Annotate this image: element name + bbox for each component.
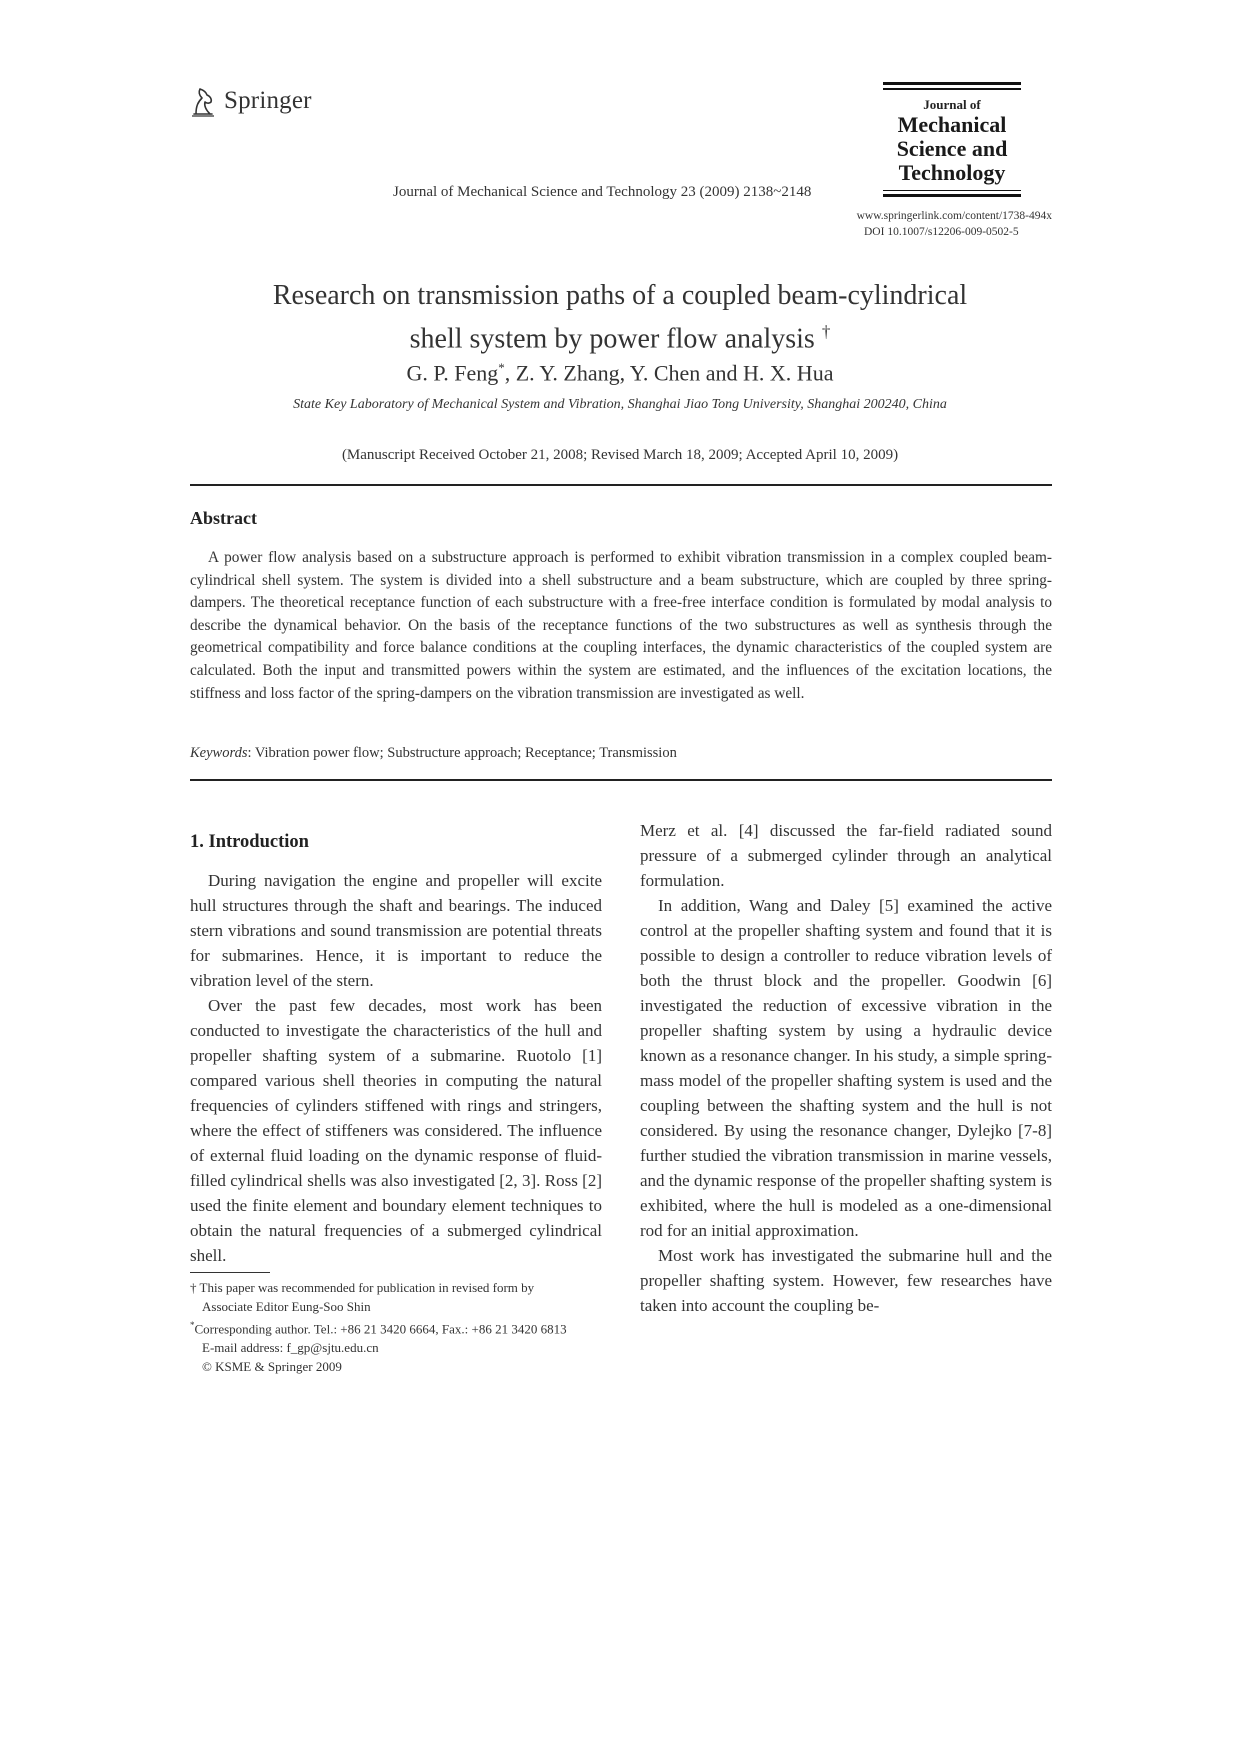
email-address: E-mail address: f_gp@sjtu.edu.cn	[202, 1340, 379, 1356]
asterisk-mark: *	[190, 1320, 195, 1330]
springer-logo	[188, 82, 312, 120]
masthead-line-1: Mechanical	[897, 111, 1007, 137]
rule-below-abstract	[190, 779, 1052, 781]
masthead-rule-top	[883, 82, 1021, 85]
keywords	[190, 745, 677, 762]
abstract-body: A power flow analysis based on a substructure approach is performed to exhibit vibration transmission in a complex coupled beam-cylindrical shell system. The system is divided into a shell substructure and a beam substructure, which are coupled by three spring-dampers. The theoretical receptance function of each substructure with a free-free interface condition is formulated by modal analysis to describe the dynamical behavior. On the basis of the receptance functions of the two substructures as well as synthesis through the geometrical compatibility and force balance conditions at the coupling interfaces, the dynamic characteristics of the coupled system are calculated. Both the input and transmitted powers within the system are estimated, and the influences of the excitation locations, the stiffness and loss factor of the spring-dampers on the vibration transmission are investigated as well.	[190, 549, 1052, 702]
footnote-corresponding	[190, 1316, 602, 1338]
abstract-heading: Abstract	[190, 508, 257, 528]
recommendation-line-1: This paper was recommended for publication in revised form by	[199, 1280, 535, 1295]
journal-masthead	[883, 82, 1021, 200]
masthead-journal-of: Journal of	[923, 96, 981, 112]
masthead-line-2: Science and	[896, 135, 1008, 161]
section-heading-introduction: 1. Introduction	[190, 832, 309, 852]
title-dagger: †	[821, 322, 831, 341]
masthead-line-3: Technology	[898, 159, 1006, 185]
springerlink-url: www.springerlink.com/content/1738-494x	[856, 210, 1052, 222]
masthead-rule-bottom	[883, 194, 1021, 197]
authors	[188, 360, 1052, 386]
keywords-list: : Vibration power flow; Substructure approach; Receptance; Transmission	[247, 745, 677, 761]
author-first: G. P. Feng	[406, 360, 499, 386]
footnotes	[190, 1278, 602, 1376]
rule-above-abstract	[190, 484, 1052, 486]
title-line-2: shell system by power flow analysis	[409, 323, 815, 355]
authors-rest: , Z. Y. Zhang, Y. Chen and H. X. Hua	[504, 360, 834, 386]
dagger-mark: †	[190, 1280, 197, 1295]
paragraph-continuation: Merz et al. [4] discussed the far-field radiated sound pressure of a submerged cylinder through an analytical formulation.	[640, 821, 1052, 890]
affiliation: State Key Laboratory of Mechanical System and Vibration, Shanghai Jiao Tong University, Shanghai 200240, China	[293, 397, 947, 412]
springer-horse-icon	[188, 84, 218, 118]
copyright: © KSME & Springer 2009	[202, 1359, 342, 1375]
masthead-rule-top-thin	[883, 88, 1021, 90]
paragraph: In addition, Wang and Daley [5] examined the active control at the propeller shafting system and found that it is possible to design a controller to reduce vibration levels of both the thrust block and the propeller. Goodwin [6] investigated the reduction of excessive vibration in the propeller shafting system by using a hydraulic device known as a resonance changer. In his study, a simple spring-mass model of the propeller shafting system is used and the coupling between the shafting system and the hull is not considered. By using the resonance changer, Dylejko [7-8] further studied the vibration transmission in marine vessels, and the dynamic response of the propeller shafting system is exhibited, where the hull is modeled as a one-dimensional rod for an initial approximation.	[640, 896, 1052, 1240]
journal-citation: Journal of Mechanical Science and Technology 23 (2009) 2138~2148	[393, 184, 812, 200]
doi: DOI 10.1007/s12206-009-0502-5	[864, 226, 1019, 238]
column-left	[190, 868, 602, 1268]
masthead-rule-bottom-thin	[883, 190, 1021, 192]
keywords-label: Keywords	[190, 745, 248, 761]
manuscript-dates: (Manuscript Received October 21, 2008; Revised March 18, 2009; Accepted April 10, 2009)	[341, 447, 899, 463]
title-line-1: Research on transmission paths of a coupled beam-cylindrical	[272, 280, 968, 311]
footnote-recommendation	[190, 1278, 602, 1297]
paper-title	[188, 278, 1052, 357]
paragraph: During navigation the engine and propeller will excite hull structures through the shaft and bearings. The induced stern vibrations and sound transmission are potential threats for submarines. Hence, it is important to reduce the vibration level of the stern.	[190, 871, 602, 990]
springer-wordmark: Springer	[224, 87, 312, 114]
footnote-rule	[190, 1272, 270, 1273]
corresponding-mark: *	[498, 360, 505, 375]
paragraph: Most work has investigated the submarine hull and the propeller shafting system. However, few researches have taken into account the coupling be-	[640, 1246, 1052, 1315]
corresponding-author: Corresponding author. Tel.: +86 21 3420 6664, Fax.: +86 21 3420 6813	[194, 1321, 567, 1337]
column-right	[640, 818, 1052, 1318]
paragraph: Over the past few decades, most work has been conducted to investigate the characteristics of the hull and propeller shafting system of a submarine. Ruotolo [1] compared various shell theories in computing the natural frequencies of cylinders stiffened with rings and stringers, where the effect of stiffeners was considered. The influence of external fluid loading on the dynamic response of fluid-filled cylindrical shells was also investigated [2, 3]. Ross [2] used the finite element and boundary element techniques to obtain the natural frequencies of a submerged cylindrical shell.	[190, 996, 602, 1265]
recommendation-line-2: Associate Editor Eung-Soo Shin	[202, 1299, 371, 1314]
